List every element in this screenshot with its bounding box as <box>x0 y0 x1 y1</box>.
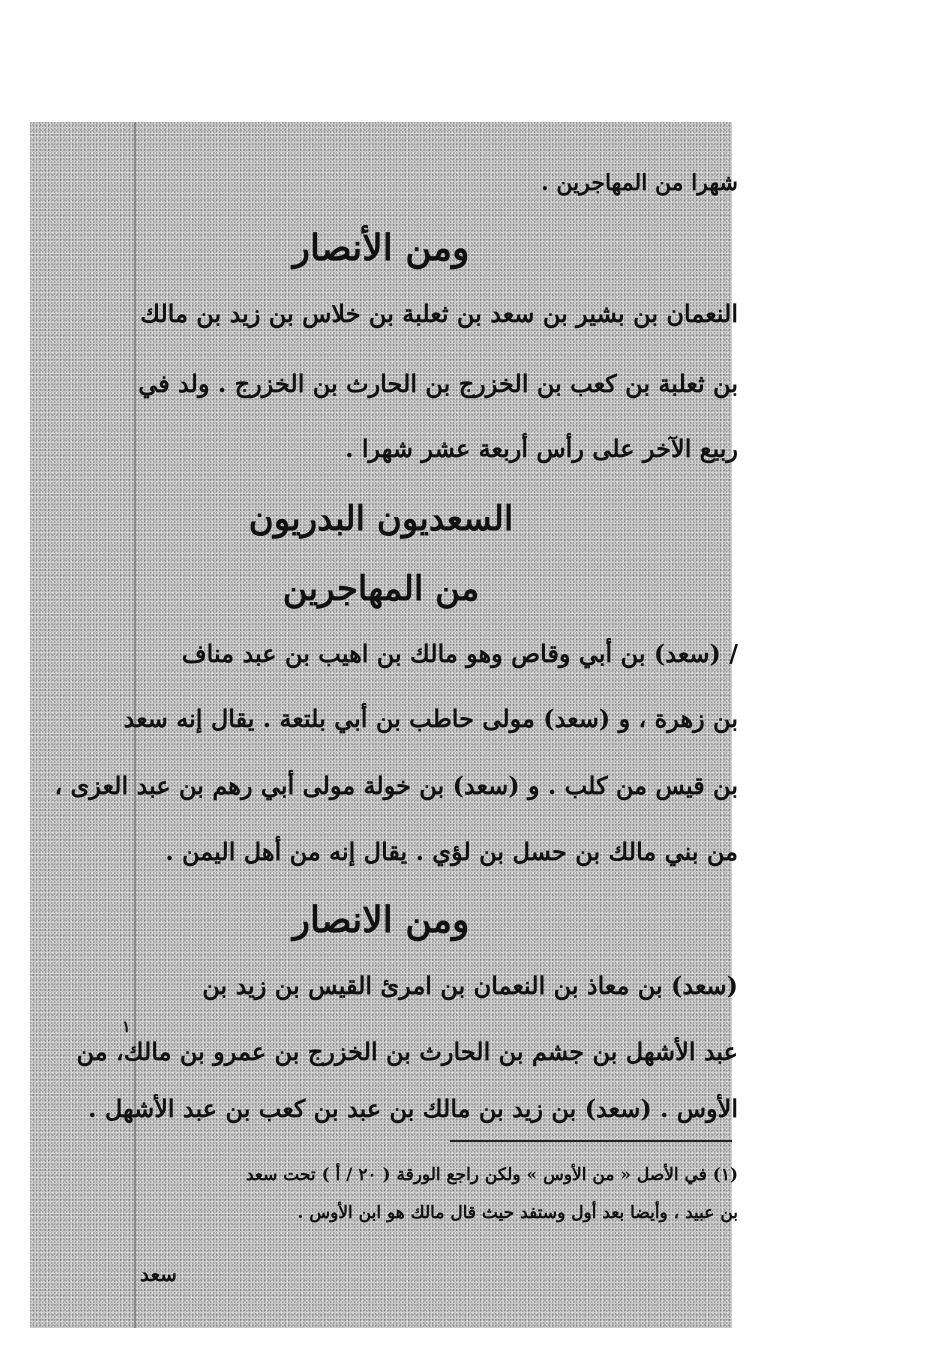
text-line: ربيع الآخر على رأس أربعة عشر شهرا . <box>345 434 738 463</box>
text-line: بن ثعلبة بن كعب بن الخزرج بن الحارث بن الخزرج . ولد في <box>138 369 738 398</box>
catchword: سعد <box>140 1262 177 1286</box>
heading-badriyyun: السعديون البدريون <box>248 499 514 539</box>
text-line: النعمان بن بشير بن سعد بن ثعلبة بن خلاس بن زيد بن مالك <box>140 299 738 328</box>
heading-ansar: ومن الأنصار <box>292 227 470 269</box>
footnote-line: (١) في الأصل « من الأوس » ولكن راجع الورقة ( ٢٠ / أ ) تحت سعد <box>245 1165 738 1185</box>
text-line: عبد الأشهل بن جشم بن الحارث بن الخزرج بن عمرو بن مالك، من <box>76 1037 738 1066</box>
text-line: من بني مالك بن حسل بن لؤي . يقال إنه من أهل اليمن . <box>165 837 738 866</box>
heading-muhajirin: من المهاجرين <box>282 569 480 609</box>
text-line: (سعد) بن معاذ بن النعمان بن امرئ القيس بن زيد بن <box>202 971 738 1000</box>
footnote-rule <box>450 1140 732 1142</box>
top-line: شهرا من المهاجرين . <box>541 170 738 196</box>
text-line: بن زهرة ، و (سعد) مولى حاطب بن أبي بلتعة . يقال إنه سعد <box>123 704 738 733</box>
heading-ansar-2: ومن الانصار <box>292 899 470 941</box>
scanned-page <box>30 122 738 1328</box>
footnote-line: بن عبيد ، وأيضا بعد أول وستفد حيث قال مالك هو ابن الأوس . <box>297 1203 738 1223</box>
text-line: بن قيس من كلب . و (سعد) بن خولة مولى أبي رهم بن عبد العزى ، <box>54 771 738 800</box>
text-line: / (سعد) بن أبي وقاص وهو مالك بن اهيب بن عبد مناف <box>181 639 738 668</box>
text-line: الأوس . (سعد) بن زيد بن مالك بن عبد بن كعب بن عبد الأشهل . <box>88 1094 738 1123</box>
footnote-marker: ١ <box>122 1017 131 1036</box>
